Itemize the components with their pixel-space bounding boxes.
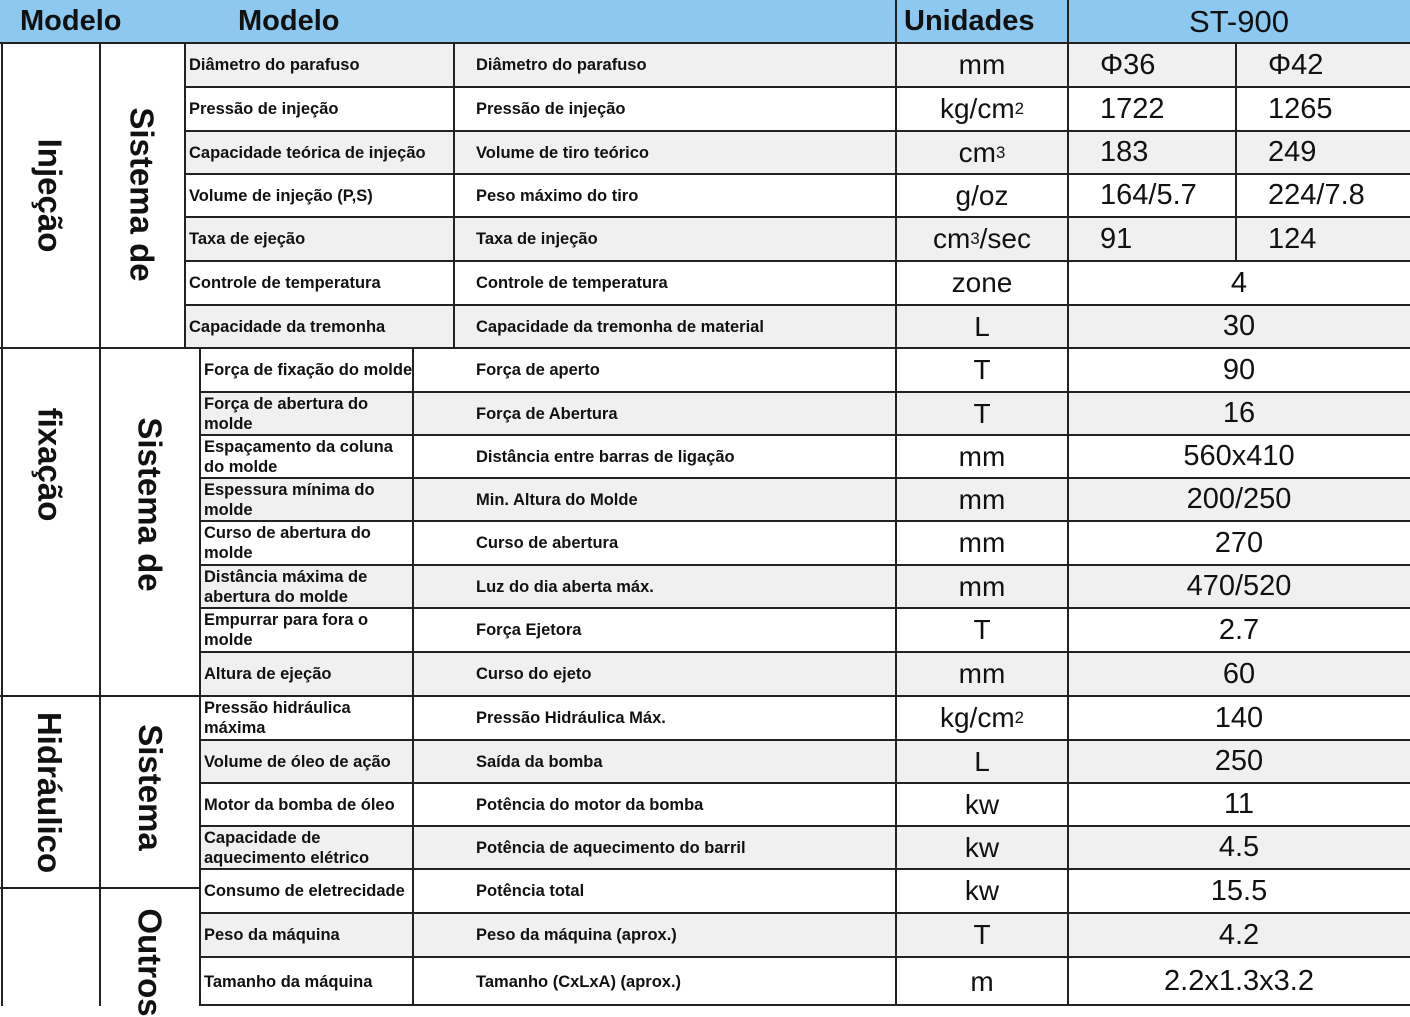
spec-label-pt2: Saída da bomba [476,752,603,771]
grid-line [200,564,1410,566]
grid-line [1235,43,1237,261]
spec-value-phi36: 91 [1100,222,1133,255]
spec-unit: mm [958,658,1006,689]
spec-label-pt2: Luz do dia aberta máx. [476,577,654,596]
spec-unit: mm [958,570,1006,602]
section-fixacao-outer: fixação [31,407,69,522]
spec-value: 2.7 [1218,613,1260,646]
spec-unit: mm [958,49,1006,80]
spec-label-pt2: Potência de aquecimento do barril [476,838,746,857]
grid-line [200,912,1410,914]
spec-label-pt1: Força de fixação do molde [204,361,413,379]
grid-line [185,216,1410,218]
spec-value-phi42: Φ42 [1268,48,1324,81]
grid-line [1,43,3,1006]
spec-value: 4.5 [1218,831,1260,863]
spec-label-pt2: Força de Abertura [476,404,618,423]
spec-unit: kg/cm 2 [939,702,1025,733]
spec-value-phi42: 224/7.8 [1268,179,1365,211]
spec-label-pt2: Potência do motor da bomba [476,795,704,814]
spec-unit: zone [951,267,1013,298]
spec-label-pt1: Controle de temperatura [189,274,381,292]
spec-label-pt1: Volume de injeção (P,S) [189,186,373,205]
spec-unit: g/oz [955,179,1009,211]
spec-label-pt2: Curso de abertura [476,534,619,552]
grid-line [200,477,1410,479]
grid-line [184,43,186,348]
spec-value: 30 [1222,310,1256,342]
unit-base: cm [958,136,996,168]
spec-value: 470/520 [1186,570,1292,602]
grid-line [0,695,1410,697]
spec-label-pt1: Capacidade teórica de injeção [189,143,426,162]
unit-tail: /sec [979,223,1032,254]
spec-unit: T [973,614,991,645]
unit-base: kg/cm [939,702,1015,733]
spec-value: 4.2 [1218,918,1260,951]
spec-unit: kw [964,875,1000,906]
spec-unit: mm [958,483,1006,515]
spec-label-pt2: Tamanho (CxLxA) (aprox.) [476,972,682,991]
spec-value: 2.2x1.3x3.2 [1164,965,1314,997]
spec-label-pt1: Pressão hidráulica máxima [204,699,351,737]
section-fixacao-inner: Sistema de [131,417,169,592]
header-model-name: ST-900 [1068,0,1410,43]
spec-unit: T [973,919,991,950]
spec-label-pt2: Potência total [476,882,585,900]
grid-line [200,739,1410,741]
grid-line [412,348,414,1006]
grid-line [0,42,1410,44]
spec-label-pt1: Capacidade de aquecimento elétrico [204,828,370,867]
spec-label-pt2: Força de aperto [476,361,600,379]
spec-label-pt1: Motor da bomba de óleo [204,795,395,814]
grid-line [200,956,1410,958]
unit-base: cm [932,223,971,254]
spec-unit: cm 3 [958,136,1006,168]
spec-value-phi36: 183 [1100,136,1149,168]
header-modelo-2: Modelo [200,0,896,43]
spec-value: 270 [1214,526,1264,559]
grid-line [199,348,201,1006]
spec-unit: T [973,397,991,429]
spec-value: 560x410 [1183,440,1295,472]
spec-unit: m [970,965,994,997]
spec-unit: cm 3 /sec [932,223,1032,254]
spec-value: 11 [1223,788,1255,820]
spec-label-pt2: Distância entre barras de ligação [476,447,735,466]
spec-value-phi36: 1722 [1100,92,1165,125]
grid-line [200,868,1410,870]
section-hidraulico-inner: Sistema [131,724,169,851]
section-injecao-inner: Sistema de [124,107,161,282]
spec-value: 60 [1222,657,1256,690]
spec-unit: kw [964,788,1000,820]
spec-unit: T [973,354,991,385]
grid-line [200,520,1410,522]
spec-label-pt2: Peso máximo do tiro [476,186,639,205]
spec-label-pt1: Tamanho da máquina [204,972,373,991]
spec-label-pt1: Peso da máquina [204,926,340,944]
spec-label-pt1: Taxa de ejeção [189,230,306,248]
spec-unit: L [974,310,990,342]
grid-line [99,43,101,1006]
spec-label-pt2: Capacidade da tremonha de material [476,317,764,336]
spec-label-pt1: Espaçamento da coluna do molde [204,437,393,476]
spec-label-pt2: Pressão de injeção [476,100,626,118]
header-unidades: Unidades [896,0,1068,43]
grid-line [200,434,1410,436]
spec-label-pt2: Diâmetro do parafuso [476,56,647,74]
spec-value-phi42: 124 [1268,222,1317,255]
spec-value: 200/250 [1186,483,1292,515]
grid-line [200,391,1410,393]
grid-line [200,825,1410,827]
spec-label-pt1: Volume de óleo de ação [204,752,391,771]
spec-label-pt1: Diâmetro do parafuso [189,56,360,74]
spec-label-pt1: Empurrar para fora o molde [204,611,369,649]
spec-label-pt2: Volume de tiro teórico [476,143,649,162]
spec-label-pt1: Distância máxima de abertura do molde [204,567,368,606]
spec-label-pt2: Força Ejetora [476,621,582,639]
section-outros-inner: Outros [131,908,169,1017]
spec-label-pt1: Curso de abertura do molde [204,524,371,562]
spec-value: 250 [1214,745,1264,777]
grid-line [185,304,1410,306]
grid-line [895,0,897,1006]
spec-label-pt1: Pressão de injeção [189,100,339,118]
spec-label-pt2: Min. Altura do Molde [476,490,638,509]
grid-line [185,173,1410,175]
grid-line [200,782,1410,784]
spec-value: 140 [1214,701,1264,734]
spec-value-phi42: 249 [1268,136,1317,168]
spec-label-pt2: Peso da máquina (aprox.) [476,926,677,944]
spec-label-pt2: Controle de temperatura [476,274,668,292]
grid-line [185,260,1410,262]
spec-value-phi36: 164/5.7 [1100,179,1197,211]
spec-unit: mm [958,440,1006,472]
section-hidraulico-outer: Hidráulico [31,711,69,873]
spec-unit: L [974,745,990,777]
grid-line [0,347,1410,349]
grid-line [200,651,1410,653]
spec-value-phi36: Φ36 [1100,48,1156,81]
spec-label-pt2: Curso do ejeto [476,665,592,683]
grid-line [453,43,455,348]
spec-label-pt2: Taxa de injeção [476,230,598,248]
spec-value-phi42: 1265 [1268,92,1333,125]
grid-line [200,607,1410,609]
spec-label-pt1: Consumo de eletrecidade [204,882,405,900]
spec-unit: mm [958,527,1006,558]
spec-label-pt2: Pressão Hidráulica Máx. [476,709,666,727]
spec-value: 90 [1222,353,1256,386]
spec-unit: kw [964,831,1000,863]
section-injecao-outer: Injeção [31,138,69,253]
spec-value: 15.5 [1210,874,1268,907]
spec-value: 4 [1230,266,1248,299]
grid-line [185,86,1410,88]
spec-label-pt1: Espessura mínima do molde [204,480,375,519]
spec-unit: kg/cm 2 [939,93,1025,124]
header-modelo-1: Modelo [0,0,200,43]
grid-line [1067,0,1069,1006]
spec-label-pt1: Altura de ejeção [204,665,332,683]
grid-line [185,130,1410,132]
spec-value: 16 [1222,397,1256,429]
spec-label-pt1: Capacidade da tremonha [189,317,386,336]
unit-base: kg/cm [939,93,1015,124]
spec-label-pt1: Força de abertura do molde [204,394,369,433]
